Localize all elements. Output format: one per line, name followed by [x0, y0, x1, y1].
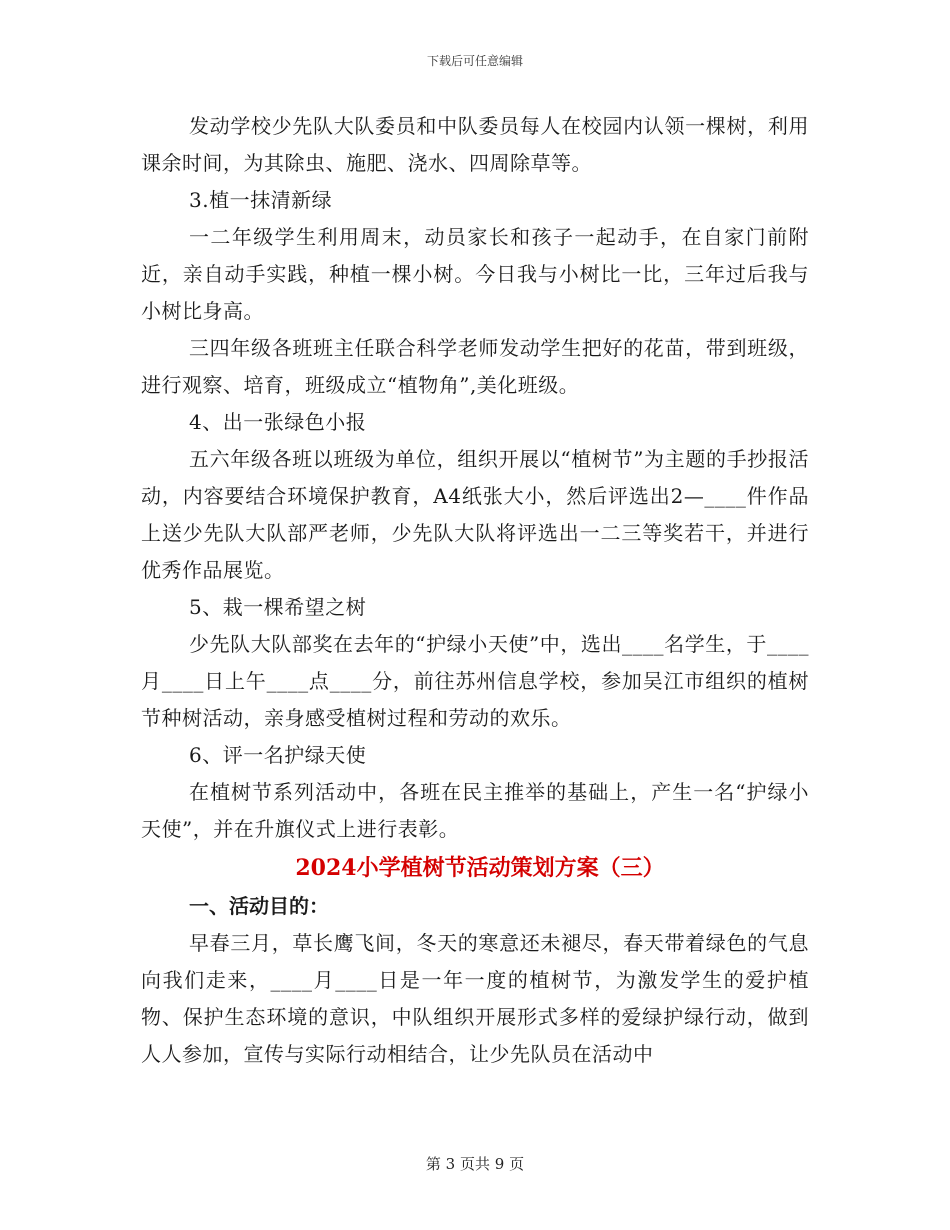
- paragraph-hope-tree: 少先队大队部奖在去年的“护绿小天使”中，选出____名学生，于____月____日上午____点____分，前往苏州信息学校，参加吴江市组织的植树节种树活动，亲身感受植树过程和劳动的欢乐。: [141, 632, 809, 730]
- document-body: [141, 108, 809, 1073]
- section-title: 2024小学植树节活动策划方案（三）: [295, 855, 665, 881]
- item-heading-6: 6、评一名护绿天使: [189, 743, 367, 767]
- item-heading-5: 5、栽一棵希望之树: [189, 595, 367, 619]
- paragraph-plant-tree: 一二年级学生利用周末，动员家长和孩子一起动手，在自家门前附近，亲自动手实践，种植一棵小树。今日我与小树比一比，三年过后我与小树比身高。: [141, 225, 809, 323]
- item-heading-3: 3.植一抹清新绿: [189, 188, 333, 212]
- paragraph-green-angel: 在植树节系列活动中，各班在民主推举的基础上，产生一名“护绿小天使”，并在升旗仪式上进行表彰。: [141, 780, 809, 841]
- paragraph-adopt-tree: 发动学校少先队大队委员和中队委员每人在校园内认领一棵树，利用课余时间，为其除虫、施肥、浇水、四周除草等。: [141, 114, 809, 175]
- paragraph-green-newspaper: 五六年级各班以班级为单位，组织开展以“植树节”为主题的手抄报活动，内容要结合环境保护教育，A4纸张大小，然后评选出2—____件作品上送少先队大队部严老师，少先队大队将评选出一二三等奖若干，并进行优秀作品展览。: [141, 447, 809, 582]
- subsection-heading: 一、活动目的：: [189, 894, 329, 918]
- page-header: 下载后可任意编辑: [426, 54, 523, 68]
- item-heading-4: 4、出一张绿色小报: [189, 410, 367, 434]
- paragraph-activity-purpose: 早春三月，草长鹰飞间，冬天的寒意还未褪尽，春天带着绿色的气息向我们走来，____月____日是一年一度的植树节，为激发学生的爱护植物、保护生态环境的意识，中队组织开展形式多样的爱绿护绿行动，做到人人参加，宣传与实际行动相结合，让少先队员在活动中: [141, 931, 809, 1066]
- paragraph-plant-corner: 三四年级各班班主任联合科学老师发动学生把好的花苗，带到班级，进行观察、培育，班级成立“植物角”,美化班级。: [141, 336, 809, 397]
- page-footer: 第 3 页共 9 页: [425, 1155, 525, 1173]
